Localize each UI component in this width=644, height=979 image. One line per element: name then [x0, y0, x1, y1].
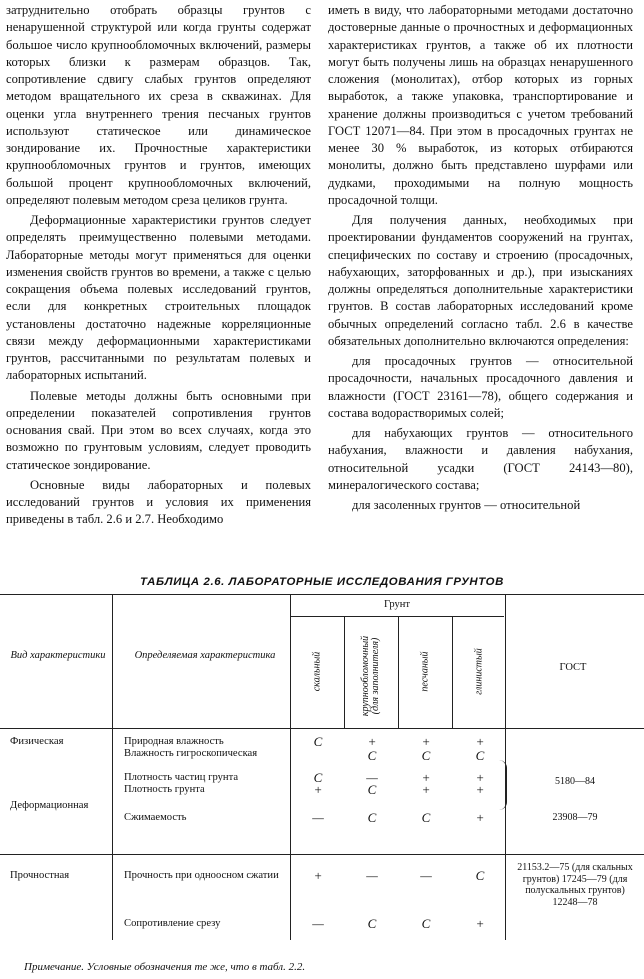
mark: C — [367, 782, 377, 797]
row-compressibility: Сжимаемость — [124, 812, 187, 823]
mark: + — [475, 734, 485, 749]
paragraph: для просадочных грунтов — относительной просадочности, начальных просадочного давления и влажности (ГОСТ 23161—78), общего содержания и состава водорастворимых солей; — [328, 354, 633, 420]
paragraph: Деформационные характеристики грунтов следует определять преимущественно полевыми методами. Лабораторные методы могут применяться для оценки изменения свойств грунтов во времени, а также с целью сокращения объема полевых исследований грунтов, если для конкретных строительных площадок установлены достаточно надежные корреляционные связи между деформационными характеристиками грунтов, рассчитанными по результатам полевых и лабораторных испытаний. — [6, 213, 311, 383]
mark: C — [421, 748, 431, 763]
mark: — — [312, 916, 324, 931]
gost-brace — [498, 760, 507, 810]
table-rule-top — [0, 594, 644, 595]
mark: C — [367, 748, 377, 763]
row-uniaxial-strength: Прочность при одноосном сжатии — [124, 870, 279, 881]
gost-23908: 23908—79 — [552, 812, 598, 823]
paragraph: для засоленных грунтов — относительной — [352, 498, 581, 512]
table-rule-col1 — [112, 594, 113, 940]
header-characteristic: Определяемая характеристика — [134, 650, 276, 661]
header-gost: ГОСТ — [559, 662, 587, 673]
mark: + — [367, 734, 377, 749]
table-rule-header — [0, 728, 644, 729]
header-soil: Грунт — [384, 599, 410, 610]
mark: C — [313, 770, 323, 785]
paragraph: затруднительно отобрать образцы грунтов с ненарушенной структурой или когда грунты содержат большое число крупнообломочных включений, размеры которых близки к размерам образцов. Так, сопротивление сдвигу слабых грунтов определяют методом вращательного их среза в скважинах. Для оценки угла внутреннего трения песчаных грунтов используют статическое или динамическое зондирование их. Прочностные характеристики крупнообломочных грунтов и грунтов, имеющих большой процент крупнообломочных включений, определяют полевым методом среза целиков грунта. — [6, 3, 311, 207]
mark: + — [475, 770, 485, 785]
table-note: Примечание. Условные обозначения те же, что в табл. 2.2. — [24, 961, 306, 973]
mark: C — [367, 810, 377, 825]
table-rule-col5 — [452, 616, 453, 728]
table-rule-col4 — [398, 616, 399, 728]
mark: + — [475, 916, 485, 931]
mark: + — [475, 782, 485, 797]
table-title: ТАБЛИЦА 2.6. ЛАБОРАТОРНЫЕ ИССЛЕДОВАНИЯ ГРУНТОВ — [140, 576, 504, 588]
table-rule-bottom — [0, 854, 644, 855]
left-text-column — [6, 2, 311, 532]
header-kind: Вид характеристики — [10, 650, 106, 661]
table-rule-col3 — [344, 616, 345, 728]
mark: + — [475, 810, 485, 825]
mark: C — [475, 868, 485, 883]
category-physical: Физическая — [10, 736, 64, 747]
mark: + — [421, 770, 431, 785]
paragraph: Основные виды лабораторных и полевых исследований грунтов и условия их применения приведены в табл. 2.6 и 2.7. Необходимо — [6, 477, 311, 527]
mark: — — [366, 770, 378, 785]
mark: C — [421, 810, 431, 825]
category-deformation: Деформационная — [10, 800, 89, 811]
gost-strength: 21153.2—75 (для скальных грунтов) 17245—79 (для полускальных грунтов) 12248—78 — [517, 862, 633, 908]
row-particle-density: Плотность частиц грунта — [124, 772, 239, 783]
row-shear-resistance: Сопротивление срезу — [124, 918, 221, 929]
paragraph: Для получения данных, необходимых при проектировании фундаментов сооружений на грунтах, специфических по составу и строению (просадочных, набухающих, заторфованных и др.), при изысканиях должны определяться дополнительные характеристики грунтов. В состав лабораторных исследований кроме обычных определений согласно табл. 2.6 в качестве обязательных дополнительно включаются определения: — [328, 213, 633, 348]
mark: + — [421, 734, 431, 749]
mark: — — [366, 868, 378, 883]
header-soil-sandy: песчаный — [419, 651, 431, 692]
row-hygroscopic-moisture: Влажность гигроскопическая — [124, 748, 258, 759]
header-soil-rocky: скальный — [311, 651, 323, 692]
row-soil-density: Плотность грунта — [124, 784, 205, 795]
table-rule-soil — [290, 616, 504, 617]
mark: + — [313, 868, 323, 883]
right-text-column — [328, 2, 633, 517]
mark: + — [313, 782, 323, 797]
mark: + — [421, 782, 431, 797]
row-natural-moisture: Природная влажность — [124, 736, 224, 747]
gost-5180: 5180—84 — [555, 776, 595, 787]
paragraph: иметь в виду, что лабораторными методами достаточно достоверные данные о прочностных и деформационных характеристиках грунтов, а также об их плотности могут быть получены лишь на образцах ненарушенного сложения (монолитах), отбор которых из горных выработок, а также упаковка, транспортирование и хранение должны производиться с учетом требований ГОСТ 12071—84. При этом в просадочных грунтах не менее 30 % выработок, из которых отбираются монолиты, должно быть представлено шурфами или дудками, проходимыми на полную мощность просадочной толщи. — [328, 3, 633, 207]
mark: — — [420, 868, 432, 883]
mark: C — [421, 916, 431, 931]
table-rule-col2 — [290, 594, 291, 940]
header-soil-clay: глинистый — [473, 648, 485, 695]
mark: C — [475, 748, 485, 763]
mark: C — [367, 916, 377, 931]
mark: C — [313, 734, 323, 749]
paragraph: Полевые методы должны быть основными при определении показателей сопротивления грунтов основания свай. При этом во всех случаях, когда это возможно по грунтовым условиям, следует проводить статическое зондирование. — [6, 388, 311, 472]
mark: — — [312, 810, 324, 825]
paragraph: для набухающих грунтов — относительного набухания, влажности и давления набухания, относительной усадки (ГОСТ 24143—80), минералогического состава; — [328, 426, 633, 492]
category-strength: Прочностная — [10, 870, 70, 881]
header-soil-coarse: крупнообломочный (для заполнителя) — [360, 635, 381, 717]
